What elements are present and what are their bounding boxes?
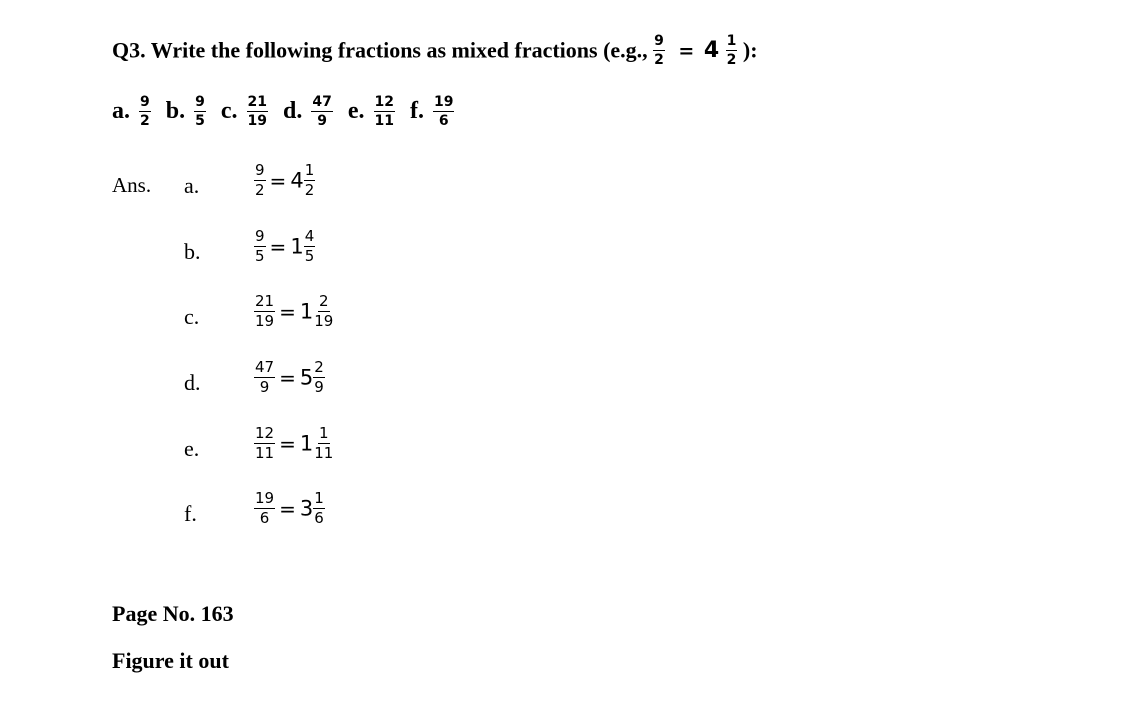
question-item bbox=[348, 95, 395, 128]
item-label: e. bbox=[347, 98, 365, 124]
answer-equals: = bbox=[269, 234, 287, 259]
answer-mixed-numerator: 4 bbox=[304, 227, 315, 245]
answer-denominator: 9 bbox=[259, 378, 270, 396]
question-item bbox=[166, 95, 206, 128]
item-denominator: 6 bbox=[438, 113, 449, 129]
answer-mixed-fraction bbox=[313, 426, 334, 461]
question-text: Q3. Write the following fractions as mixed fractions (e.g., bbox=[112, 37, 648, 63]
answer-denominator: 5 bbox=[255, 247, 265, 265]
answer-letter: d. bbox=[184, 370, 201, 395]
answer-numerator: 9 bbox=[255, 227, 265, 245]
answer-mixed-fraction bbox=[313, 491, 325, 526]
answer-expression bbox=[254, 294, 334, 329]
answer-whole: 1 bbox=[299, 299, 314, 324]
question-item bbox=[221, 95, 268, 128]
item-fraction bbox=[433, 95, 454, 128]
example-whole: 4 bbox=[703, 38, 720, 63]
answer-mixed-fraction bbox=[304, 163, 316, 198]
page-number: Page No. 163 bbox=[112, 601, 234, 626]
answer-mixed-denominator: 2 bbox=[304, 181, 315, 199]
answer-mixed-denominator: 19 bbox=[314, 312, 334, 330]
answer-expression bbox=[254, 229, 315, 264]
answer-mixed-fraction bbox=[313, 360, 325, 395]
answer-equals: = bbox=[279, 299, 296, 324]
question-items bbox=[112, 95, 463, 128]
item-label: d. bbox=[283, 98, 303, 124]
section-heading: Figure it out bbox=[112, 648, 229, 673]
answer-expression bbox=[254, 491, 325, 526]
item-numerator: 47 bbox=[312, 94, 332, 110]
answer-mixed-denominator: 5 bbox=[304, 247, 315, 265]
item-label: a. bbox=[112, 98, 130, 124]
answer-letter: b. bbox=[184, 239, 201, 264]
item-denominator: 9 bbox=[317, 113, 327, 129]
question-item bbox=[283, 95, 333, 128]
item-label: b. bbox=[165, 98, 186, 124]
answer-improper-fraction bbox=[254, 491, 275, 526]
answer-letter: f. bbox=[184, 501, 197, 526]
answer-denominator: 2 bbox=[255, 181, 265, 199]
answer-label: Ans. bbox=[112, 173, 152, 197]
example-denominator: 2 bbox=[654, 52, 664, 68]
answer-improper-fraction bbox=[254, 294, 275, 329]
answer-mixed-denominator: 9 bbox=[314, 378, 324, 396]
answer-improper-fraction bbox=[254, 360, 275, 395]
answer-improper-fraction bbox=[254, 426, 275, 461]
item-denominator: 11 bbox=[374, 113, 394, 129]
answer-whole: 3 bbox=[299, 496, 314, 521]
question-item bbox=[112, 95, 151, 128]
answer-denominator: 6 bbox=[259, 509, 270, 527]
answer-numerator: 47 bbox=[255, 358, 275, 376]
answer-letter: e. bbox=[184, 436, 200, 461]
answer-mixed-denominator: 6 bbox=[314, 509, 324, 527]
example-fraction bbox=[653, 34, 665, 67]
item-denominator: 5 bbox=[195, 113, 205, 129]
example-equals: = bbox=[678, 39, 695, 62]
item-numerator: 9 bbox=[195, 94, 205, 110]
item-numerator: 12 bbox=[374, 94, 394, 110]
item-numerator: 9 bbox=[140, 94, 150, 110]
answer-numerator: 9 bbox=[255, 161, 265, 179]
example-mixed-numerator: 1 bbox=[726, 33, 737, 49]
item-denominator: 19 bbox=[247, 113, 267, 129]
answer-equals: = bbox=[279, 496, 296, 521]
answer-numerator: 19 bbox=[255, 489, 275, 507]
answer-letter: a. bbox=[184, 173, 200, 198]
item-numerator: 21 bbox=[247, 94, 267, 110]
answer-equals: = bbox=[279, 431, 296, 456]
answer-mixed-numerator: 2 bbox=[319, 292, 329, 310]
answer-mixed-fraction bbox=[304, 229, 316, 264]
example-mixed-denominator: 2 bbox=[726, 52, 737, 68]
item-label: f. bbox=[409, 98, 424, 124]
item-fraction bbox=[374, 95, 395, 128]
answer-expression bbox=[254, 426, 334, 461]
answer-whole: 1 bbox=[290, 234, 304, 259]
answer-numerator: 21 bbox=[255, 292, 275, 310]
answer-mixed-numerator: 1 bbox=[304, 161, 315, 179]
answer-whole: 4 bbox=[290, 168, 304, 193]
question-item bbox=[410, 95, 454, 128]
answer-numerator: 12 bbox=[255, 424, 275, 442]
item-fraction bbox=[139, 95, 151, 128]
answer-whole: 5 bbox=[299, 365, 314, 390]
answer-denominator: 19 bbox=[255, 312, 275, 330]
answer-improper-fraction bbox=[254, 163, 266, 198]
answer-improper-fraction bbox=[254, 229, 266, 264]
example-mixed-fraction bbox=[726, 34, 738, 67]
item-fraction bbox=[194, 95, 206, 128]
answer-whole: 1 bbox=[299, 431, 314, 456]
answer-equals: = bbox=[269, 168, 287, 193]
question-heading bbox=[112, 34, 758, 67]
answer-mixed-fraction bbox=[313, 294, 334, 329]
item-label: c. bbox=[220, 98, 238, 124]
answer-denominator: 11 bbox=[255, 444, 275, 462]
item-fraction bbox=[311, 95, 332, 128]
answer-mixed-numerator: 1 bbox=[319, 424, 329, 442]
answer-mixed-numerator: 2 bbox=[314, 358, 324, 376]
question-tail: ): bbox=[742, 37, 758, 63]
answer-expression bbox=[254, 360, 325, 395]
item-numerator: 19 bbox=[433, 94, 454, 110]
example-numerator: 9 bbox=[654, 33, 664, 49]
answer-expression bbox=[254, 163, 315, 198]
item-fraction bbox=[247, 95, 268, 128]
answer-mixed-numerator: 1 bbox=[314, 489, 324, 507]
item-denominator: 2 bbox=[140, 113, 150, 129]
answer-equals: = bbox=[279, 365, 296, 390]
answer-letter: c. bbox=[184, 304, 200, 329]
answer-mixed-denominator: 11 bbox=[314, 444, 334, 462]
